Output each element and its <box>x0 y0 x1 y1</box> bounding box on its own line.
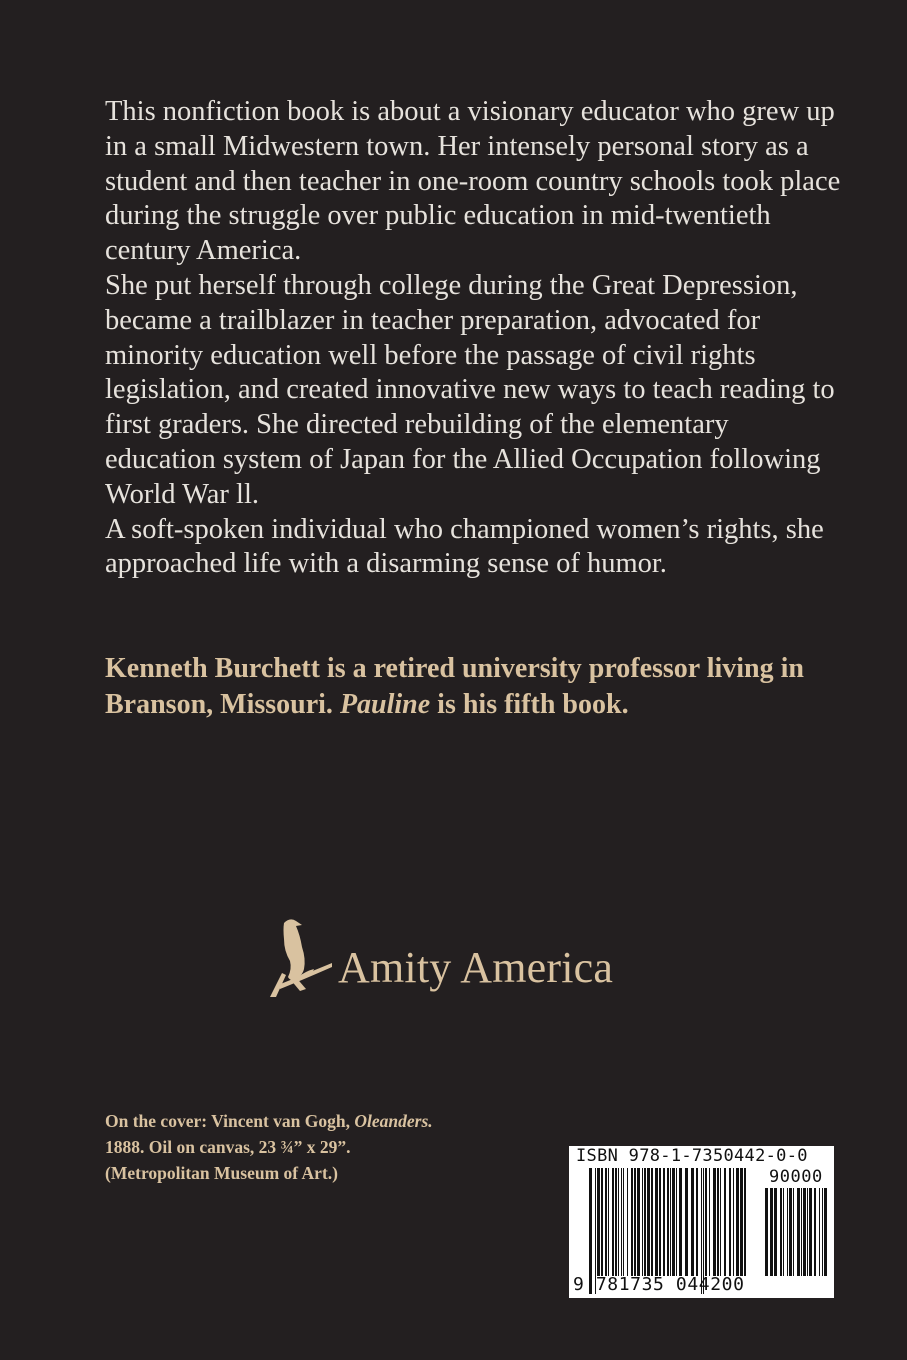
barcode-bar <box>803 1188 806 1276</box>
publisher-name: Amity America <box>338 942 614 992</box>
barcode-bar <box>655 1168 658 1276</box>
barcode-bar <box>789 1188 792 1276</box>
isbn-label: ISBN 978-1-7350442-0-0 <box>576 1146 808 1166</box>
barcode-bar <box>713 1168 716 1276</box>
barcode-bar <box>705 1168 707 1276</box>
description-paragraph-3: A soft-spoken individual who championed women’s rights, she approached life with a disarming sense of humor. <box>105 513 824 580</box>
barcode-bar <box>783 1188 784 1276</box>
barcode-bar <box>667 1168 669 1276</box>
book-description <box>105 95 845 582</box>
book-title: Pauline <box>339 689 431 720</box>
author-bio-text: Kenneth Burchett is a retired university professor living in Branson, Missouri. <box>105 653 804 720</box>
barcode-bar <box>601 1168 603 1276</box>
barcode-bar <box>597 1168 600 1276</box>
author-bio <box>105 651 865 723</box>
author-bio-ending: is his fifth book. <box>430 689 629 720</box>
barcode-bar <box>647 1168 650 1276</box>
barcode-bar <box>744 1168 746 1276</box>
barcode-addon-number: 90000 <box>769 1167 823 1187</box>
description-paragraph-2: She put herself through college during the Great Depression, became a trailblazer in teacher preparation, advocated for minority education well before the passage of civil rights legislation, and created innovative new ways to teach reading to first graders. She directed rebuilding of the elementary education system of Japan for the Allied Occupation following World War ll. <box>105 269 835 510</box>
barcode-bar <box>608 1168 609 1276</box>
barcode-bar <box>801 1188 802 1276</box>
barcode-bar <box>631 1168 633 1276</box>
barcode-bar <box>780 1188 782 1276</box>
barcode-bar <box>615 1168 617 1276</box>
barcode-bar <box>634 1168 636 1276</box>
barcode-bar <box>724 1168 726 1276</box>
barcode-bar <box>605 1168 607 1276</box>
barcode-bar <box>797 1188 800 1276</box>
barcode-bar <box>621 1168 622 1276</box>
barcode-bar <box>623 1168 624 1276</box>
barcode-bar <box>679 1168 682 1276</box>
barcode-bar <box>691 1168 694 1276</box>
barcode-bar <box>819 1188 820 1276</box>
cover-credit-line-1 <box>105 1108 525 1134</box>
barcode-bar <box>618 1168 619 1276</box>
barcode-bar <box>676 1168 677 1276</box>
publisher-logo <box>268 915 613 999</box>
cover-credit-prefix: On the cover: Vincent van Gogh, <box>105 1111 355 1131</box>
barcode-bar <box>770 1188 773 1276</box>
barcode-bar <box>765 1188 768 1276</box>
barcode-bar <box>627 1168 628 1276</box>
cover-credit <box>105 1108 525 1186</box>
barcode-bar <box>696 1168 698 1276</box>
barcode-bar <box>736 1168 739 1276</box>
barcode-bar <box>612 1168 614 1276</box>
barcode-bar <box>729 1168 731 1276</box>
cover-credit-details: 1888. Oil on canvas, 23 ¾” x 29”. <box>105 1137 351 1157</box>
barcode-bar <box>774 1188 777 1276</box>
barcode-bar <box>672 1168 675 1276</box>
barcode-bar <box>644 1168 646 1276</box>
barcode-main-number: 9 781735 044200 <box>573 1274 745 1295</box>
barcode-bar <box>793 1188 794 1276</box>
barcode-bar <box>814 1188 816 1276</box>
barcode-bar <box>642 1168 643 1276</box>
barcode-bar <box>709 1168 710 1276</box>
barcode-bar <box>720 1168 721 1276</box>
barcode-bar <box>807 1188 808 1276</box>
barcode-bar <box>717 1168 719 1276</box>
cover-credit-source: (Metropolitan Museum of Art.) <box>105 1163 338 1183</box>
barcode-addon-bars <box>765 1188 827 1294</box>
barcode-bar <box>670 1168 671 1276</box>
barcode-bar <box>733 1168 734 1276</box>
barcode-bar <box>824 1188 827 1276</box>
barcode-bar <box>787 1188 788 1276</box>
description-paragraph-1: This nonfiction book is about a visionary educator who grew up in a small Midwestern town. Her intensely personal story as a student and then teacher in one-room country schools took place during the struggle over public education in mid-twentieth century America. <box>105 96 841 267</box>
barcode-bar <box>740 1168 743 1276</box>
isbn-barcode <box>569 1146 834 1298</box>
barcode-bar <box>637 1168 640 1276</box>
barcode-bar <box>809 1188 812 1276</box>
barcode-bar <box>663 1168 665 1276</box>
barcode-bar <box>651 1168 653 1276</box>
barcode-bar <box>822 1188 823 1276</box>
barcode-bar <box>659 1168 661 1276</box>
cover-artwork-title: Oleanders. <box>354 1111 433 1131</box>
barcode-bar <box>685 1168 688 1276</box>
bird-on-branch-icon <box>268 915 334 999</box>
